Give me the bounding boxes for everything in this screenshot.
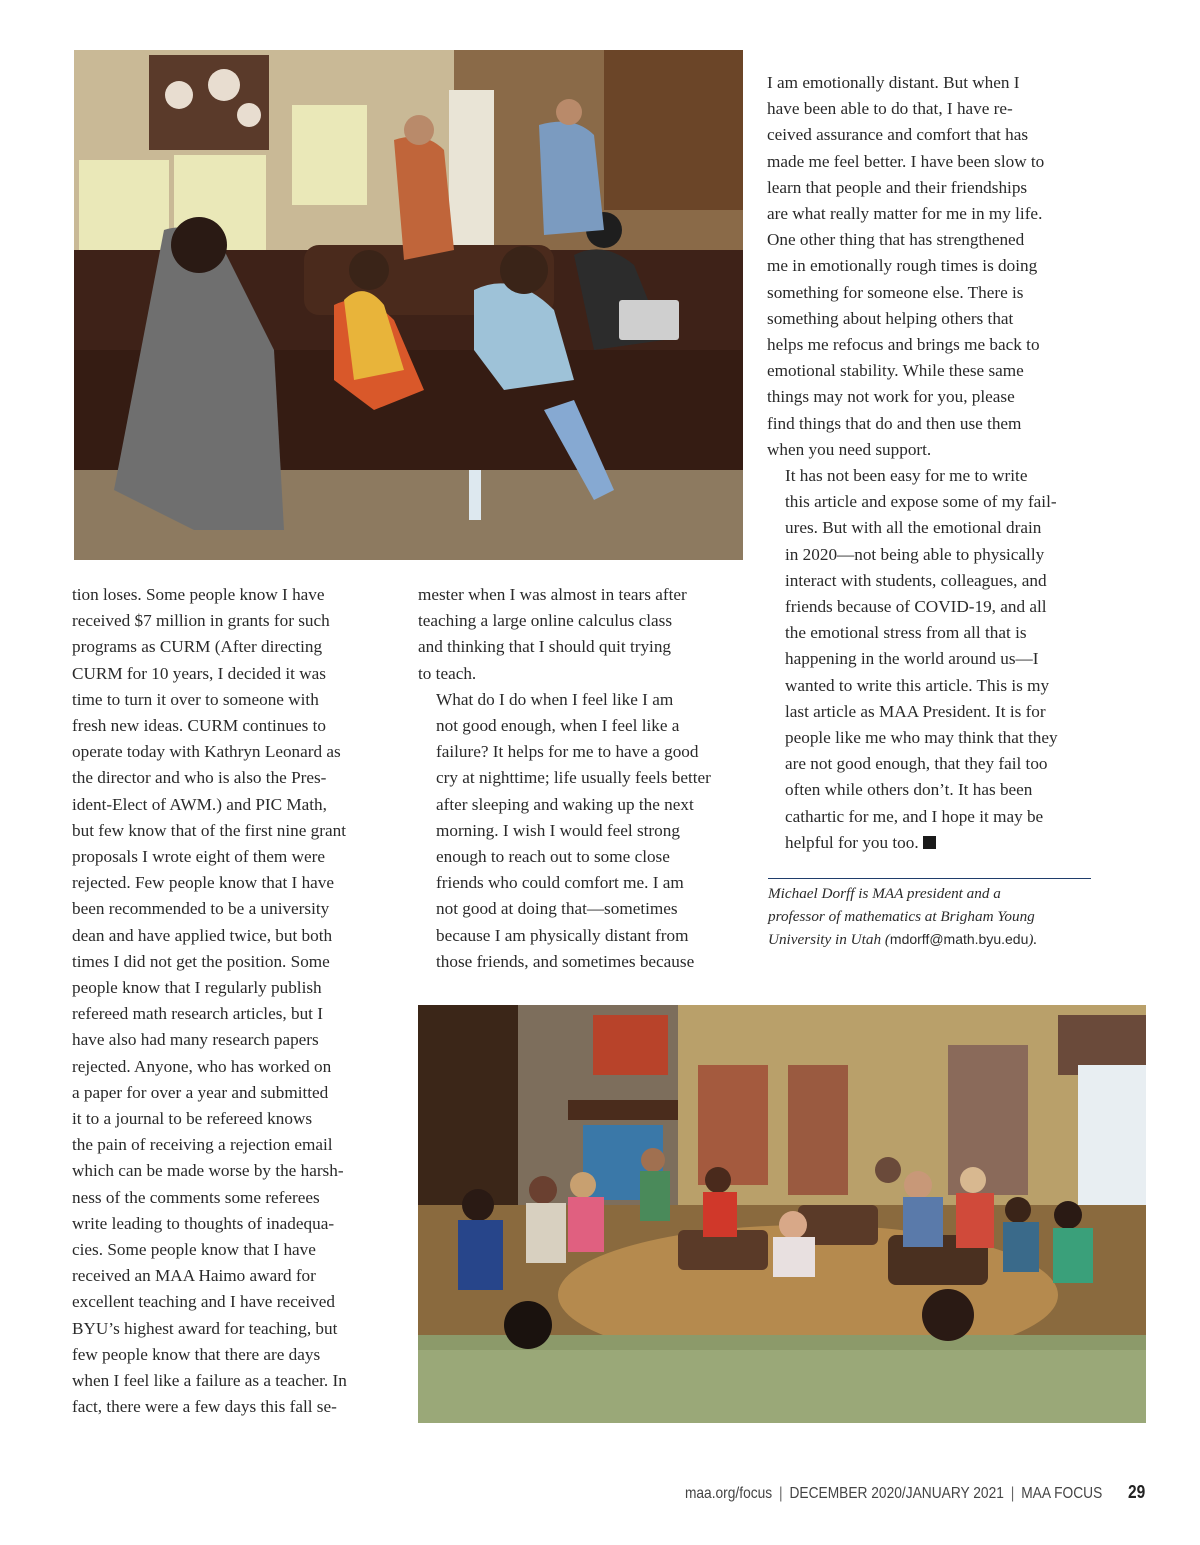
text-line: ures. But with all the emotional drain — [785, 518, 1042, 538]
text-line: helps me refocus and brings me back to — [767, 335, 1040, 355]
text-line: teaching a large online calculus class — [418, 611, 673, 631]
author-email-link[interactable]: mdorff@math.byu.edu — [889, 931, 1029, 947]
paragraph — [767, 70, 1097, 463]
text-line: when you need support. — [767, 439, 932, 459]
text-line: people know that I regularly publish — [72, 978, 322, 998]
text-line: dean and have applied twice, but both — [72, 925, 333, 945]
text-line: What do I do when I feel like I am — [436, 689, 674, 709]
text-line: interact with students, colleagues, and — [785, 570, 1047, 590]
article-column-2 — [418, 582, 738, 975]
text-line: it to a journal to be refereed knows — [72, 1109, 313, 1129]
text-line: I am emotionally distant. But when I — [767, 73, 1020, 92]
author-bio — [768, 883, 1098, 952]
text-line: learn that people and their friendships — [767, 177, 1028, 197]
text-line: the director and who is also the Pres- — [72, 768, 327, 788]
text-line: this article and expose some of my fail- — [785, 492, 1057, 512]
text-line: times I did not get the position. Some — [72, 951, 330, 971]
article-column-3 — [767, 70, 1097, 856]
text-line: have been able to do that, I have re- — [767, 99, 1013, 119]
text-line: received $7 million in grants for such — [72, 611, 330, 631]
end-of-article-mark-icon — [923, 836, 936, 849]
text-line: because I am physically distant from — [436, 925, 689, 945]
text-line: to teach. — [418, 663, 477, 683]
text-line: time to turn it over to someone with — [72, 689, 319, 709]
photo-circle-of-chairs-image — [418, 1005, 1146, 1423]
text-line: ceived assurance and comfort that has — [767, 125, 1029, 145]
text-line: cies. Some people know that I have — [72, 1240, 316, 1260]
text-line: people like me who may think that they — [785, 728, 1058, 748]
text-line: proposals I wrote eight of them were — [72, 847, 325, 867]
photo-group-on-couch-image — [74, 50, 743, 560]
text-line: which can be made worse by the harsh- — [72, 1161, 344, 1181]
text-line: It has not been easy for me to write — [785, 466, 1028, 486]
text-line: after sleeping and waking up the next — [436, 794, 694, 814]
photo-circle-of-chairs — [418, 1005, 1146, 1423]
bio-line: Michael Dorff is MAA president and a — [768, 885, 1001, 902]
bio-line — [768, 928, 1098, 952]
text-line: emotional stability. While these same — [767, 361, 1024, 381]
text-line — [767, 830, 1097, 856]
text-line: tion loses. Some people know I have — [72, 585, 325, 604]
text-line: last article as MAA President. It is for — [785, 701, 1046, 721]
text-line: have also had many research papers — [72, 1030, 319, 1050]
footer-separator: | — [1010, 1485, 1015, 1502]
text-line: ident-Elect of AWM.) and PIC Math, — [72, 794, 327, 814]
bio-line-suffix: ). — [1028, 931, 1038, 948]
text-line: fresh new ideas. CURM continues to — [72, 716, 326, 736]
text-line: not good at doing that—sometimes — [436, 899, 678, 919]
paragraph — [72, 582, 402, 1421]
text-line: received an MAA Haimo award for — [72, 1266, 316, 1286]
text-line: refereed math research articles, but I — [72, 1004, 323, 1024]
text-line: wanted to write this article. This is my — [785, 675, 1050, 695]
bio-divider — [768, 878, 1091, 879]
text-line: made me feel better. I have been slow to — [767, 151, 1045, 171]
text-line: in 2020—not being able to physically — [785, 544, 1045, 564]
bio-line-prefix: University in Utah ( — [768, 931, 890, 948]
text-line: fact, there were a few days this fall se- — [72, 1397, 337, 1417]
text-line: excellent teaching and I have received — [72, 1292, 335, 1312]
text-line: programs as CURM (After directing — [72, 637, 323, 657]
text-line: enough to reach out to some close — [436, 847, 670, 867]
text-line: friends because of COVID-19, and all — [785, 597, 1047, 617]
text-line: cathartic for me, and I hope it may be — [785, 806, 1044, 826]
text-line: not good enough, when I feel like a — [436, 716, 680, 736]
text-line: mester when I was almost in tears after — [418, 585, 687, 604]
page-footer — [685, 1482, 1145, 1503]
text-line: often while others don’t. It has been — [785, 780, 1033, 800]
text-line: been recommended to be a university — [72, 899, 330, 919]
text-line: friends who could comfort me. I am — [436, 873, 684, 893]
footer-issue: DECEMBER 2020/JANUARY 2021 — [789, 1485, 1004, 1502]
text-line: a paper for over a year and submitted — [72, 1082, 329, 1102]
footer-site-link[interactable]: maa.org/focus — [684, 1485, 772, 1502]
text-line: those friends, and sometimes because — [436, 951, 695, 971]
article-column-1 — [72, 582, 402, 1421]
text-line: morning. I wish I would feel strong — [436, 820, 680, 840]
text-line: happening in the world around us—I — [785, 649, 1039, 669]
text-line: things may not work for you, please — [767, 387, 1015, 407]
text-line: and thinking that I should quit trying — [418, 637, 672, 657]
text-line: the emotional stress from all that is — [785, 623, 1027, 643]
text-line: One other thing that has strengthened — [767, 230, 1025, 250]
text-line-content: helpful for you too. — [785, 832, 919, 852]
text-line: the pain of receiving a rejection email — [72, 1135, 333, 1155]
text-line: operate today with Kathryn Leonard as — [72, 742, 341, 762]
text-line: cry at nighttime; life usually feels better — [436, 768, 711, 788]
text-line: are what really matter for me in my life. — [767, 204, 1043, 224]
text-line: BYU’s highest award for teaching, but — [72, 1318, 338, 1338]
text-line: CURM for 10 years, I decided it was — [72, 663, 326, 683]
photo-group-on-couch — [74, 50, 743, 560]
text-line: ness of the comments some referees — [72, 1187, 320, 1207]
paragraph — [418, 687, 738, 975]
bio-line: professor of mathematics at Brigham Young — [768, 907, 1035, 925]
paragraph — [418, 582, 738, 687]
page-number: 29 — [1127, 1482, 1145, 1502]
text-line: rejected. Anyone, who has worked on — [72, 1056, 332, 1076]
paragraph — [767, 463, 1097, 856]
footer-magazine: MAA FOCUS — [1020, 1485, 1102, 1502]
text-line: when I feel like a failure as a teacher. In — [72, 1371, 347, 1391]
text-line: something for someone else. There is — [767, 282, 1024, 302]
text-line: few people know that there are days — [72, 1344, 321, 1364]
text-line: something about helping others that — [767, 308, 1014, 328]
text-line: find things that do and then use them — [767, 413, 1022, 433]
footer-separator: | — [778, 1485, 783, 1502]
text-line: but few know that of the first nine grant — [72, 820, 346, 840]
text-line: failure? It helps for me to have a good — [436, 742, 699, 762]
text-line: rejected. Few people know that I have — [72, 873, 335, 893]
text-line: write leading to thoughts of inadequa- — [72, 1213, 335, 1233]
text-line: are not good enough, that they fail too — [785, 754, 1048, 774]
text-line: me in emotionally rough times is doing — [767, 256, 1038, 276]
